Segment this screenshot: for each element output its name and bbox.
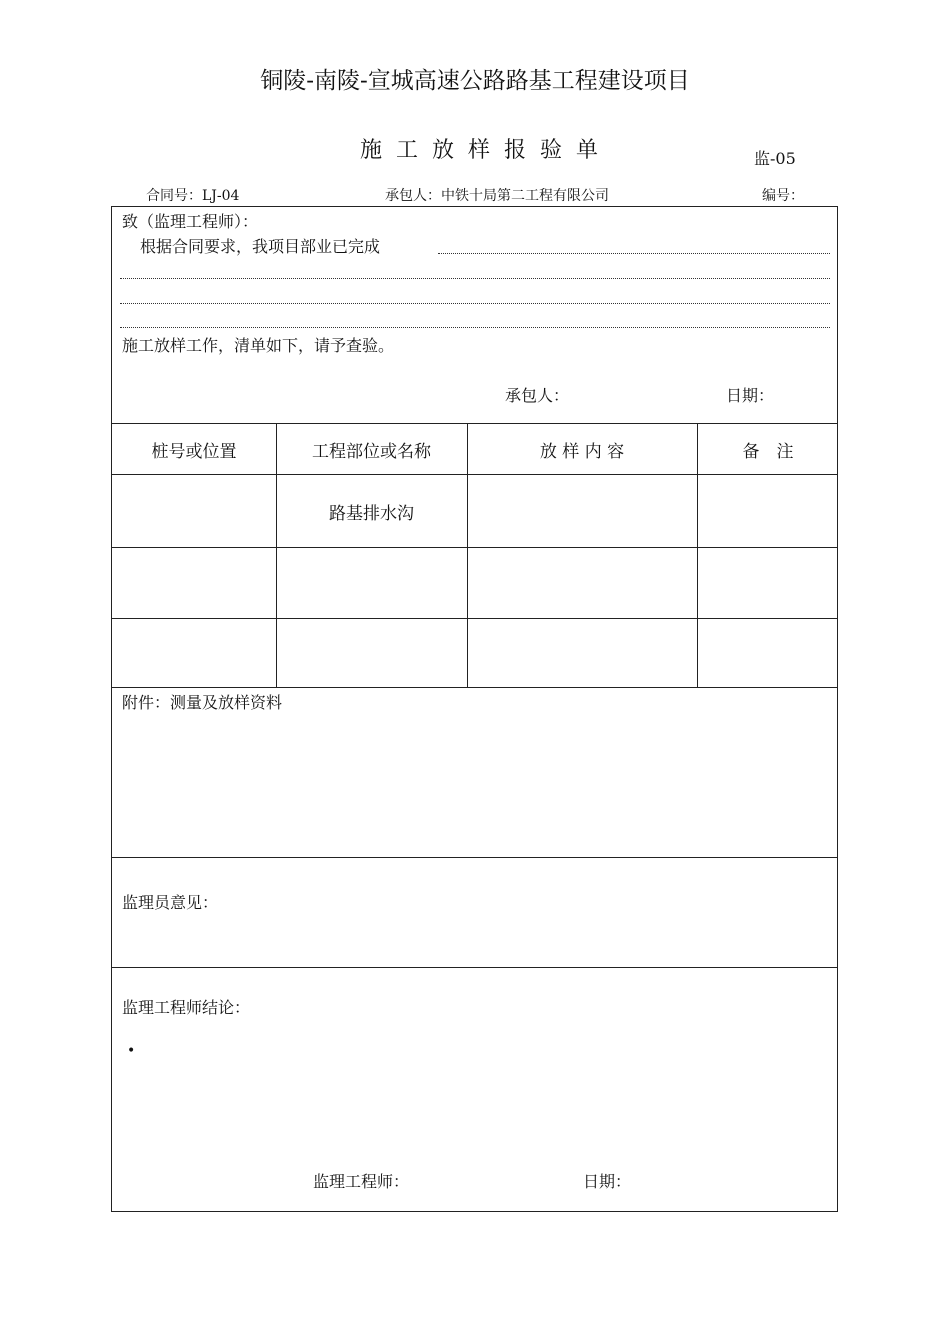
form-code: 监-05 [754,149,796,168]
fill-in-line-2[interactable] [120,278,830,279]
header-layout-content: 放 样 内 容 [539,442,625,462]
bullet-point: • [127,1043,136,1059]
header-station: 桩号或位置 [151,442,237,462]
request-closing-line: 施工放样工作，清单如下，请予查验。 [122,336,395,355]
attachments-label: 附件：测量及放样资料 [122,693,283,712]
contractor-name: 承包人：中铁十局第二工程有限公司 [385,188,609,204]
column-divider [467,423,468,687]
divider [112,547,837,548]
fill-in-line-4[interactable] [120,327,830,328]
form-sheet [111,206,838,1212]
divider [112,618,837,619]
supervisor-opinion-label: 监理员意见： [122,893,219,912]
divider [112,967,837,968]
header-remarks: 备 注 [742,442,794,462]
header-work-part: 工程部位或名称 [312,442,431,462]
addressee-line: 致（监理工程师）： [122,212,259,231]
contractor-signature-label: 承包人： [505,386,570,405]
divider [112,474,837,475]
row-1-work-part[interactable]: 路基排水沟 [329,504,414,524]
engineer-signature-label: 监理工程师： [313,1172,410,1191]
request-body-line: 根据合同要求，我项目部业已完成 [140,237,381,256]
fill-in-line-3[interactable] [120,303,830,304]
fill-in-line-1[interactable] [438,253,830,254]
divider [112,857,837,858]
divider [112,687,837,688]
column-divider [276,423,277,687]
contract-number: 合同号：LJ-04 [146,188,240,204]
engineer-date-label: 日期： [583,1172,632,1191]
divider [112,423,837,424]
engineer-conclusion-label: 监理工程师结论： [122,998,251,1017]
request-date-label: 日期： [726,386,775,405]
serial-number-label: 编号： [762,188,804,204]
project-title: 铜陵-南陵-宣城高速公路路基工程建设项目 [260,68,690,94]
form-title: 施工放样报验单 [360,138,613,163]
column-divider [697,423,698,687]
